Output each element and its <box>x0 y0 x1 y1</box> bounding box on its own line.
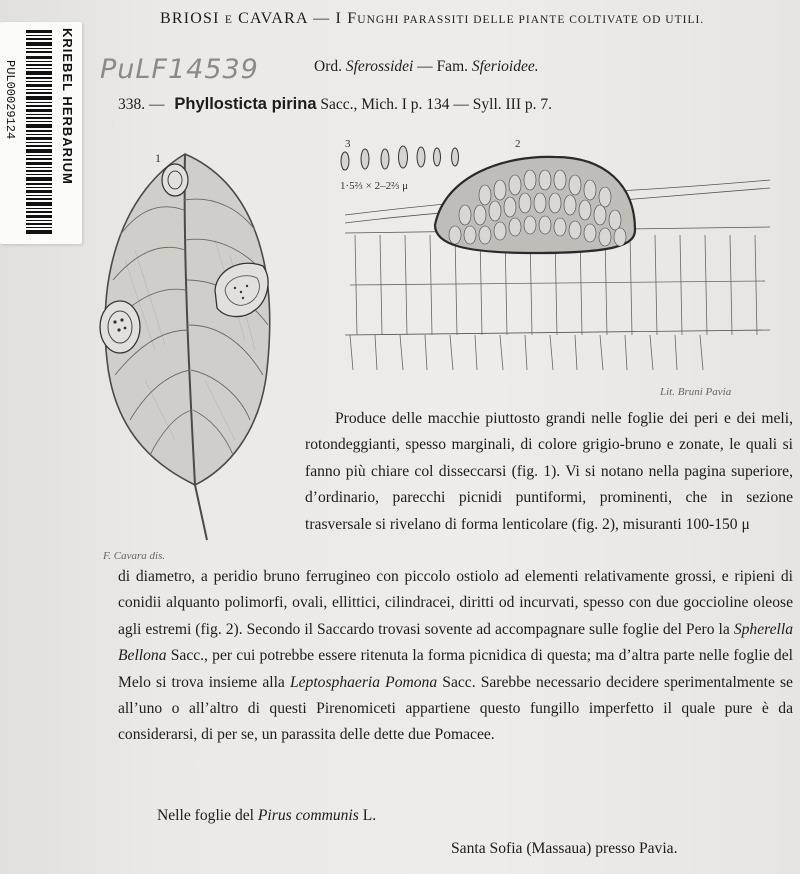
host-text-b: L. <box>362 807 377 824</box>
entry-citation: Sacc., Mich. I p. 134 — Syll. III p. 7. <box>320 96 552 113</box>
barcode-icon <box>26 30 52 236</box>
description-paragraph-1: Produce delle macchie piuttosto grandi nelle foglie dei peri e dei meli, rotondeggianti, spesso marginali, di colore grigio-bruno e zonate, le quali si fanno più chiare col disseccarsi (fig. 1). Vi si notano nella pagina superiore, d’ordinario, parecchi picnidi puntiformi, prominenti, che in sezione trasversale si rivelano di forma lenticolare (fig. 2), misuranti 100-150 μ <box>305 410 793 533</box>
p2-text-c: Sacc. Sarebbe necessario decidere sperimentalmente se all’uno o all’altro di questi Pirenomiceti appartiene questo fungillo imperfetto il quale pure è da considerarsi, di per se, un parassita delle dette due Pomacee. <box>118 673 793 744</box>
artist-right: Lit. Bruni Pavia <box>660 386 732 398</box>
herbarium-name: KRIEBEL HERBARIUM <box>60 28 75 185</box>
specimen-id: PUL00029124 <box>3 60 17 140</box>
fam-label: Fam. <box>436 58 468 75</box>
header-series-rest: UNGHI PARASSITI DELLE PIANTE COLTIVATE OD UTILI. <box>357 14 705 26</box>
classification-sep: — <box>417 58 433 75</box>
host-text-a: Nelle foglie del <box>157 807 254 824</box>
spores-icon <box>341 146 459 170</box>
header-authors: BRIOSI <box>160 10 220 27</box>
header-coauthor: CAVARA <box>238 10 308 27</box>
pycnidium-section-illustration <box>335 135 775 385</box>
fig3-label: 3 <box>345 138 351 150</box>
ord-value: Sferossidei <box>345 58 414 75</box>
header-connector: E <box>224 14 233 26</box>
fam-value: Sferioidee. <box>471 58 539 75</box>
leaf-illustration <box>95 140 305 550</box>
entry-number: 338. — <box>118 96 165 113</box>
p2-text-a: di diametro, a peridio bruno ferrugineo con piccolo ostiolo ad elementi relativamente grossi, e ripieni di conidii alquanto polimorfi, ovali, ellittici, cilindracei, diritti od incurvati, spesso con due goccioline oleose agli estremi (fig. 2). Secondo il Saccardo trovasi sovente ad accompagnare sulle foglie del Pero la <box>118 568 793 638</box>
species-name: Phyllosticta pirina <box>174 95 317 113</box>
artist-left: F. Cavara dis. <box>103 550 166 562</box>
ord-label: Ord. <box>314 58 342 75</box>
p2-text-b: Sacc., per cui potrebbe essere ritenuta la forma picnidica di questa; ma d’altra parte nelle foglie del Melo si trova insieme alla <box>118 647 793 691</box>
specimen-label <box>0 22 82 244</box>
fig1-label: 1 <box>155 151 161 165</box>
collection-locality: Santa Sofia (Massaua) presso Pavia. <box>451 840 678 857</box>
header-series-initial: — I F <box>313 10 358 27</box>
spore-size: 1·5⅔ × 2–2⅔ μ <box>340 180 409 192</box>
p2-taxon-2: Leptosphaeria Pomona <box>289 673 438 691</box>
p2-taxon-1: Spherella Bellona <box>118 620 793 665</box>
classification-line <box>314 58 539 76</box>
entry-title <box>118 95 552 114</box>
fig2-label: 2 <box>515 138 521 150</box>
host-line <box>157 803 376 829</box>
handwritten-accession: PuLF14539 <box>100 54 259 85</box>
description-paragraph-2 <box>118 564 793 749</box>
host-species: Pirus communis <box>257 807 359 824</box>
page-header <box>160 10 704 28</box>
